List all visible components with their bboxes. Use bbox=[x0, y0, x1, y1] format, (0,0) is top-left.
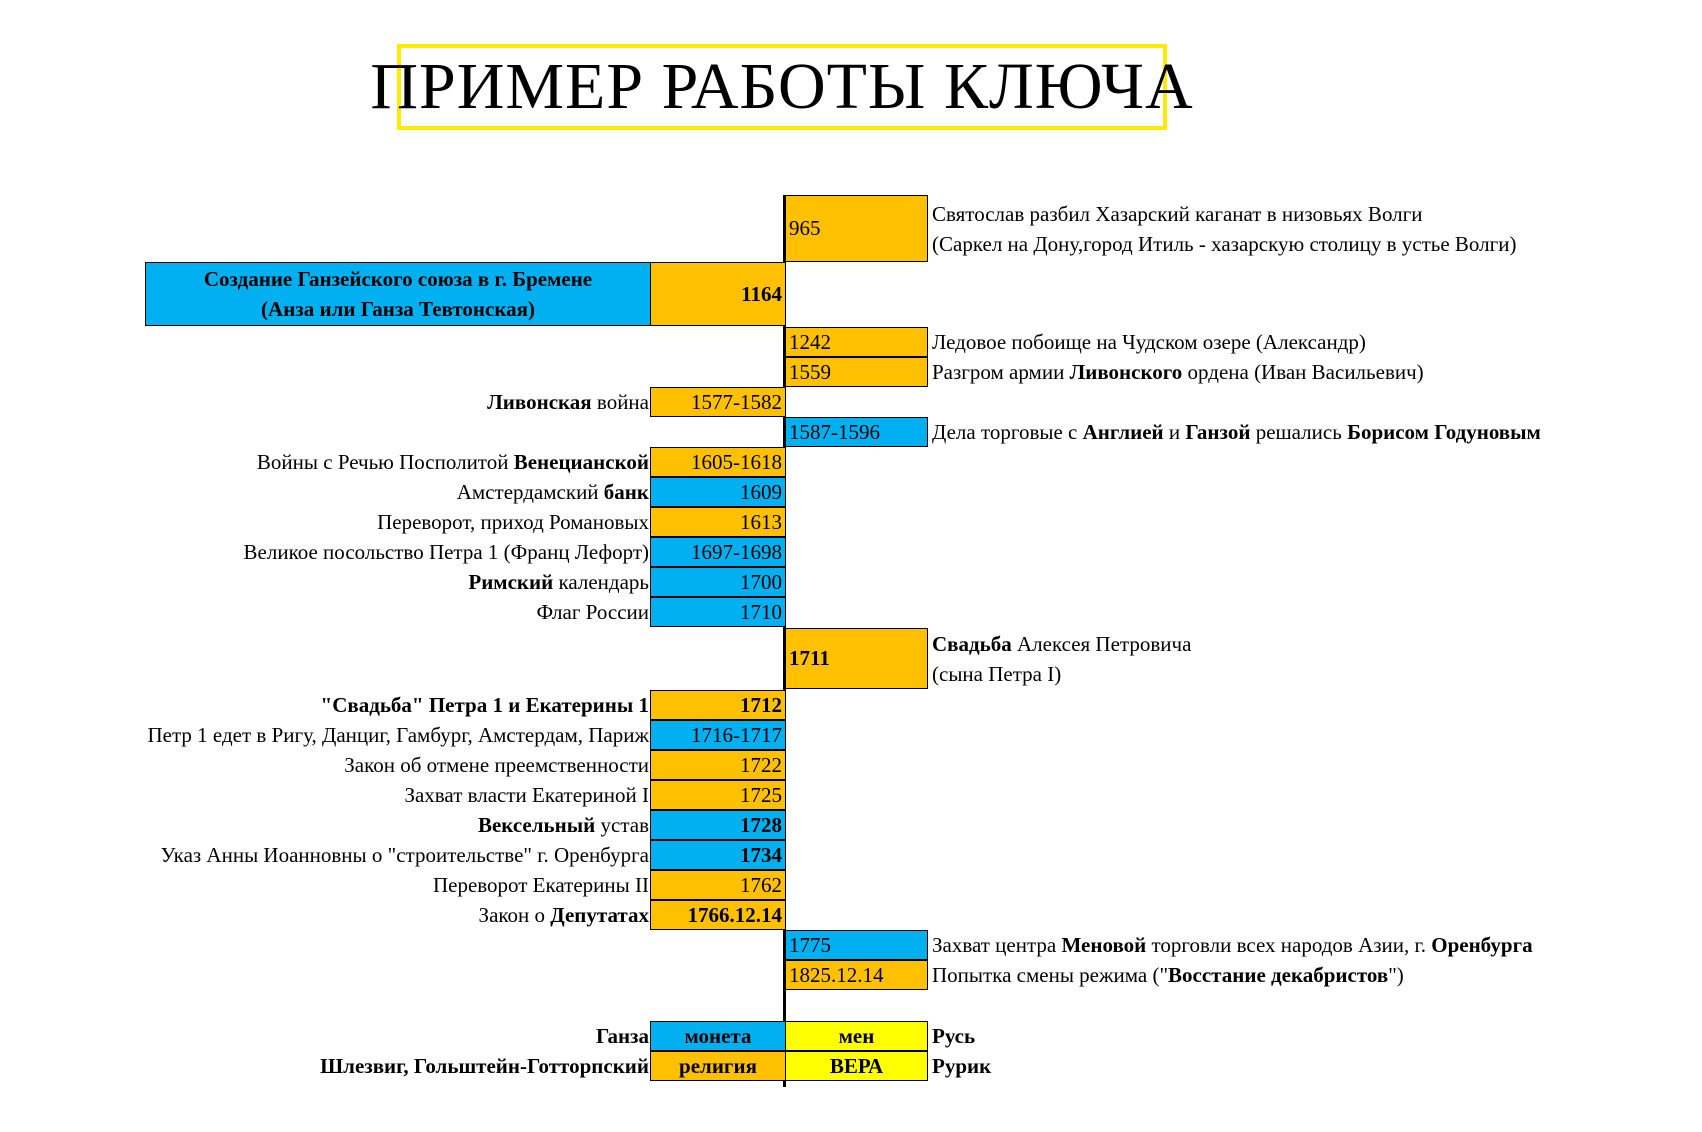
year-cell-1577: 1577-1582 bbox=[650, 387, 786, 417]
page-title: ПРИМЕР РАБОТЫ КЛЮЧА bbox=[397, 44, 1167, 130]
event-text-1728-bold: Вексельный bbox=[477, 812, 596, 837]
event-text-1587-b2: Ганзой bbox=[1185, 419, 1251, 444]
event-text-1577-post: война bbox=[591, 389, 649, 414]
year-cell-1587: 1587-1596 bbox=[785, 417, 928, 447]
event-text-1587-b1: Англией bbox=[1082, 419, 1164, 444]
event-text-1725: Захват власти Екатериной I bbox=[404, 782, 649, 807]
legend-cell-religiya: религия bbox=[650, 1051, 786, 1081]
legend-cell-moneta: монета bbox=[650, 1021, 786, 1051]
legend-row-1 bbox=[0, 1021, 1702, 1051]
event-text-1716: Петр 1 едет в Ригу, Данциг, Гамбург, Амстердам, Париж bbox=[147, 722, 649, 747]
year-cell-1728: 1728 bbox=[650, 810, 786, 840]
event-text-1700 bbox=[468, 567, 649, 597]
timeline-row-1712 bbox=[0, 690, 1702, 720]
year-cell-1825: 1825.12.14 bbox=[785, 960, 928, 990]
timeline-row-1734 bbox=[0, 840, 1702, 870]
event-text-1711-line2: (сына Петра I) bbox=[932, 661, 1062, 686]
event-text-1605-pre: Войны с Речью Посполитой bbox=[256, 449, 514, 474]
year-cell-1697: 1697-1698 bbox=[650, 537, 786, 567]
timeline-row-1775 bbox=[0, 930, 1702, 960]
timeline-row-1725 bbox=[0, 780, 1702, 810]
event-text-1700-post: календарь bbox=[553, 569, 649, 594]
event-text-1242: Ледовое побоище на Чудском озере (Александр) bbox=[932, 329, 1366, 354]
event-text-1766-pre: Закон о bbox=[478, 902, 551, 927]
event-text-1775-p2: торговли всех народов Азии, г. bbox=[1146, 932, 1432, 957]
event-text-1775 bbox=[932, 930, 1533, 960]
event-text-1609 bbox=[457, 477, 649, 507]
event-text-1587-p2: и bbox=[1163, 419, 1186, 444]
year-cell-1164: 1164 bbox=[650, 262, 786, 326]
year-cell-1711: 1711 bbox=[785, 628, 928, 689]
event-text-1587-b3: Борисом Годуновым bbox=[1347, 419, 1541, 444]
event-text-965-line2: (Саркел на Дону,город Итиль - хазарскую столицу в устье Волги) bbox=[932, 231, 1517, 256]
legend-cell-vera: ВЕРА bbox=[785, 1051, 928, 1081]
timeline-row-1711 bbox=[0, 628, 1702, 689]
event-text-1605-bold: Венецианской bbox=[513, 449, 649, 474]
year-cell-1762: 1762 bbox=[650, 870, 786, 900]
event-text-1766 bbox=[479, 900, 649, 930]
event-text-965 bbox=[932, 195, 1516, 262]
year-cell-1725: 1725 bbox=[650, 780, 786, 810]
timeline-row-1700 bbox=[0, 567, 1702, 597]
year-cell-1716: 1716-1717 bbox=[650, 720, 786, 750]
timeline-row-965 bbox=[0, 195, 1702, 262]
event-text-1587-p3: решались bbox=[1250, 419, 1348, 444]
event-text-1559-pre: Разгром армии bbox=[932, 359, 1070, 384]
event-text-1766-bold: Депутатах bbox=[550, 902, 649, 927]
event-text-1587-p1: Дела торговые с bbox=[932, 419, 1083, 444]
timeline-row-1613 bbox=[0, 507, 1702, 537]
event-text-1762: Переворот Екатерины II bbox=[432, 872, 649, 897]
event-text-1559 bbox=[932, 357, 1424, 387]
event-text-1825-p2: ") bbox=[1388, 962, 1404, 987]
timeline-row-1697 bbox=[0, 537, 1702, 567]
event-text-1712: "Свадьба" Петра 1 и Екатерины 1 bbox=[320, 692, 649, 717]
timeline-row-1728 bbox=[0, 810, 1702, 840]
timeline-row-1825 bbox=[0, 960, 1702, 990]
year-cell-1734: 1734 bbox=[650, 840, 786, 870]
timeline-row-1762 bbox=[0, 870, 1702, 900]
hansa-founding-line1: Создание Ганзейского союза в г. Бремене bbox=[203, 267, 593, 291]
year-cell-1242: 1242 bbox=[785, 327, 928, 357]
timeline-row-1587 bbox=[0, 417, 1702, 447]
timeline-row-1164 bbox=[0, 262, 1702, 326]
legend-left-label-2: Шлезвиг, Гольштейн-Готторпский bbox=[320, 1053, 649, 1078]
legend-right-label-1: Русь bbox=[932, 1023, 976, 1048]
event-text-1700-bold: Римский bbox=[468, 569, 554, 594]
event-text-1825-b1: Восстание декабристов bbox=[1168, 962, 1389, 987]
event-text-1775-b2: Оренбурга bbox=[1431, 932, 1533, 957]
event-text-1609-pre: Амстердамский bbox=[456, 479, 604, 504]
event-text-1825 bbox=[932, 960, 1404, 990]
year-cell-1766: 1766.12.14 bbox=[650, 900, 786, 930]
event-text-1559-bold: Ливонского bbox=[1069, 359, 1183, 384]
event-text-1711-bold: Свадьба bbox=[932, 631, 1012, 656]
year-cell-1605: 1605-1618 bbox=[650, 447, 786, 477]
hansa-founding-line2: (Анза или Ганза Тевтонская) bbox=[261, 297, 535, 321]
event-text-965-line1: Святослав разбил Хазарский каганат в низовьях Волги bbox=[932, 201, 1423, 226]
legend-row-2 bbox=[0, 1051, 1702, 1081]
year-cell-1710: 1710 bbox=[650, 597, 786, 627]
event-text-1728 bbox=[478, 810, 649, 840]
year-cell-1722: 1722 bbox=[650, 750, 786, 780]
timeline-row-1722 bbox=[0, 750, 1702, 780]
event-text-1577-bold: Ливонская bbox=[487, 389, 592, 414]
timeline-row-1609 bbox=[0, 477, 1702, 507]
event-text-1613: Переворот, приход Романовых bbox=[377, 509, 649, 534]
event-text-1775-b1: Меновой bbox=[1061, 932, 1147, 957]
event-text-1587 bbox=[932, 417, 1541, 447]
event-text-1734: Указ Анны Иоанновны о "строительстве" г. Оренбурга bbox=[160, 842, 649, 867]
year-cell-1775: 1775 bbox=[785, 930, 928, 960]
event-text-1577 bbox=[487, 387, 649, 417]
timeline-row-1559 bbox=[0, 357, 1702, 387]
event-text-1710: Флаг России bbox=[536, 599, 649, 624]
event-text-1711 bbox=[932, 628, 1191, 689]
event-text-1697: Великое посольство Петра 1 (Франц Лефорт) bbox=[243, 539, 649, 564]
event-text-1711-line1 bbox=[932, 629, 1191, 659]
timeline-row-1242 bbox=[0, 327, 1702, 357]
year-cell-965: 965 bbox=[785, 195, 928, 262]
legend-left-label-1: Ганза bbox=[595, 1023, 649, 1048]
legend-cell-men: мен bbox=[785, 1021, 928, 1051]
event-text-1711-post: Алексея Петровича bbox=[1011, 631, 1192, 656]
timeline-row-1577 bbox=[0, 387, 1702, 417]
timeline-row-1605 bbox=[0, 447, 1702, 477]
timeline-row-1716 bbox=[0, 720, 1702, 750]
event-text-1825-p1: Попытка смены режима (" bbox=[932, 962, 1169, 987]
year-cell-1700: 1700 bbox=[650, 567, 786, 597]
event-text-1559-post: ордена (Иван Васильевич) bbox=[1182, 359, 1424, 384]
event-text-1722: Закон об отмене преемственности bbox=[344, 752, 649, 777]
year-cell-1712: 1712 bbox=[650, 690, 786, 720]
legend-right-label-2: Рурик bbox=[932, 1053, 992, 1078]
event-text-1728-post: устав bbox=[595, 812, 649, 837]
year-cell-1613: 1613 bbox=[650, 507, 786, 537]
event-text-1605 bbox=[257, 447, 649, 477]
year-cell-1609: 1609 bbox=[650, 477, 786, 507]
event-text-1609-bold: банк bbox=[603, 479, 649, 504]
event-text-1775-p1: Захват центра bbox=[932, 932, 1062, 957]
timeline-row-1766 bbox=[0, 900, 1702, 930]
timeline-row-1710 bbox=[0, 597, 1702, 627]
year-cell-1559: 1559 bbox=[785, 357, 928, 387]
